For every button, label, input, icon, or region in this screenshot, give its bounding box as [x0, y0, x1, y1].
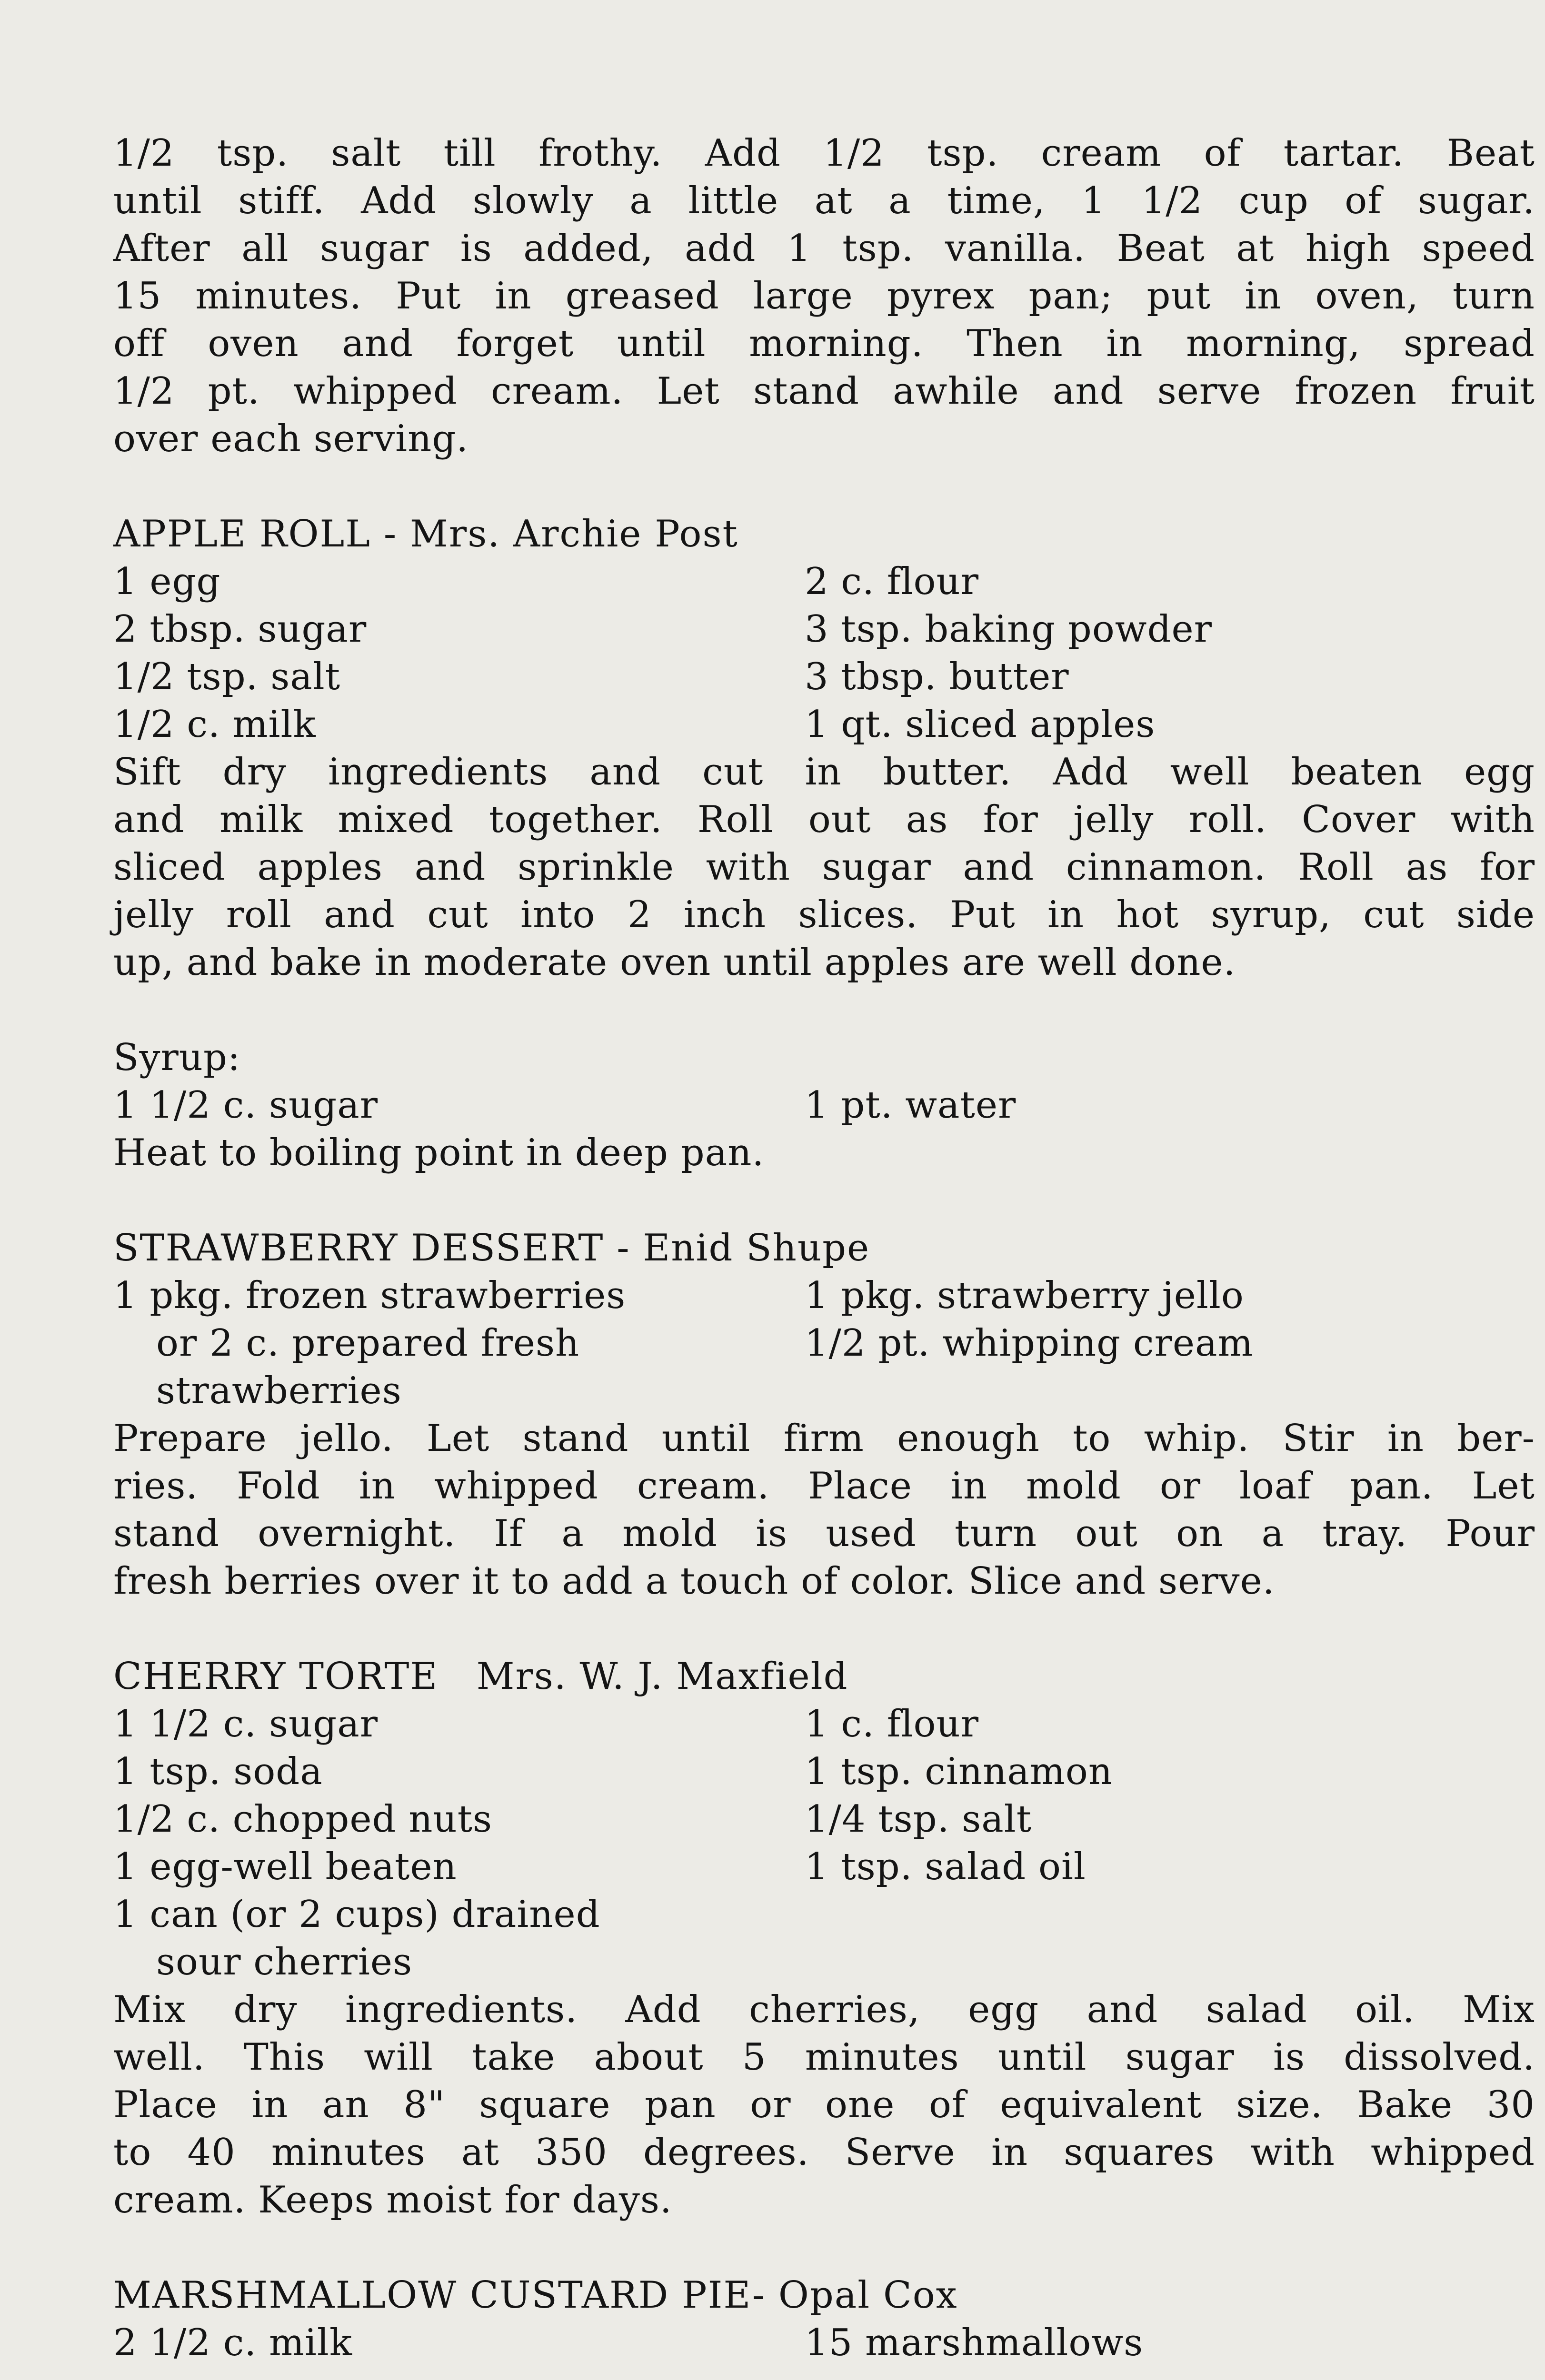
- ingredient-left: 1 can (or 2 cups) drained: [113, 1893, 600, 1936]
- direction-line: fresh berries over it to add a touch of color. Slice and serve.: [113, 1560, 1275, 1603]
- direction-line: to 40 minutes at 350 degrees. Serve in squares with whipped: [113, 2131, 1535, 2174]
- ingredient-left: 1 egg: [113, 560, 221, 603]
- ingredient-left: 2 tbsp. sugar: [113, 608, 367, 651]
- ingredient-right: 15 marshmallows: [805, 2321, 1144, 2364]
- direction-line: jelly roll and cut into 2 inch slices. Put in hot syrup, cut side: [113, 893, 1535, 936]
- recipe-title: MARSHMALLOW CUSTARD PIE- Opal Cox: [113, 2274, 958, 2317]
- ingredient-right: 1 tsp. salad oil: [805, 1845, 1086, 1888]
- ingredient-left: 1/2 c. chopped nuts: [113, 1798, 493, 1841]
- direction-line: Mix dry ingredients. Add cherries, egg and salad oil. Mix: [113, 1988, 1535, 2031]
- body-line: 15 minutes. Put in greased large pyrex pan; put in oven, turn: [113, 275, 1535, 317]
- body-line: over each serving.: [113, 417, 469, 460]
- body-line: 1/2 tsp. salt till frothy. Add 1/2 tsp. cream of tartar. Beat: [113, 132, 1535, 175]
- ingredient-left: 1/2 c. milk: [113, 703, 316, 746]
- ingredient-left: 1 1/2 c. sugar: [113, 1703, 379, 1745]
- ingredient-left: sour cherries: [156, 1941, 413, 1983]
- ingredient-right: 3 tbsp. butter: [805, 655, 1069, 698]
- ingredient-right: 1 qt. sliced apples: [805, 703, 1156, 746]
- body-line: until stiff. Add slowly a little at a time, 1 1/2 cup of sugar.: [113, 179, 1535, 222]
- ingredient-right: 1 pt. water: [805, 1084, 1017, 1127]
- ingredient-left: 1 tsp. soda: [113, 1750, 323, 1793]
- direction-line: and milk mixed together. Roll out as for jelly roll. Cover with: [113, 798, 1535, 841]
- ingredient-right: 3 tsp. baking powder: [805, 608, 1212, 651]
- ingredient-right: 1/2 pt. whipping cream: [805, 1322, 1254, 1365]
- ingredient-left: strawberries: [156, 1369, 402, 1412]
- ingredient-right: 1 tsp. cinnamon: [805, 1750, 1113, 1793]
- ingredient-right: 1/4 tsp. salt: [805, 1798, 1032, 1841]
- ingredient-left: or 2 c. prepared fresh: [156, 1322, 580, 1365]
- direction-line: sliced apples and sprinkle with sugar and cinnamon. Roll as for: [113, 846, 1535, 889]
- direction-line: Heat to boiling point in deep pan.: [113, 1131, 765, 1174]
- body-line: 1/2 pt. whipped cream. Let stand awhile and serve frozen fruit: [113, 370, 1535, 413]
- direction-line: Sift dry ingredients and cut in butter. Add well beaten egg: [113, 751, 1535, 793]
- direction-line: well. This will take about 5 minutes until sugar is dissolved.: [113, 2036, 1535, 2079]
- ingredient-left: 1 egg-well beaten: [113, 1845, 457, 1888]
- ingredient-left: 1/2 tsp. salt: [113, 655, 341, 698]
- direction-line: cream. Keeps moist for days.: [113, 2179, 672, 2221]
- direction-line: ries. Fold in whipped cream. Place in mold or loaf pan. Let: [113, 1465, 1535, 1507]
- direction-line: Place in an 8" square pan or one of equivalent size. Bake 30: [113, 2083, 1535, 2126]
- recipe-title: STRAWBERRY DESSERT - Enid Shupe: [113, 1227, 870, 1269]
- ingredient-right: 1 pkg. strawberry jello: [805, 1274, 1244, 1317]
- ingredient-left: 1 pkg. frozen strawberries: [113, 1274, 626, 1317]
- ingredient-right: 2 c. flour: [805, 560, 979, 603]
- direction-line: up, and bake in moderate oven until apples are well done.: [113, 941, 1236, 984]
- direction-line: stand overnight. If a mold is used turn out on a tray. Pour: [113, 1512, 1535, 1555]
- ingredient-left: 1 1/2 c. sugar: [113, 1084, 379, 1127]
- ingredient-right: 1 c. flour: [805, 1703, 979, 1745]
- recipe-title: CHERRY TORTE Mrs. W. J. Maxfield: [113, 1655, 848, 1698]
- recipe-title: APPLE ROLL - Mrs. Archie Post: [113, 513, 738, 555]
- syrup-label: Syrup:: [113, 1036, 241, 1079]
- body-line: After all sugar is added, add 1 tsp. vanilla. Beat at high speed: [113, 227, 1535, 270]
- ingredient-left: 2 1/2 c. milk: [113, 2321, 353, 2364]
- body-line: off oven and forget until morning. Then in morning, spread: [113, 322, 1535, 365]
- direction-line: Prepare jello. Let stand until firm enough to whip. Stir in ber-: [113, 1417, 1535, 1460]
